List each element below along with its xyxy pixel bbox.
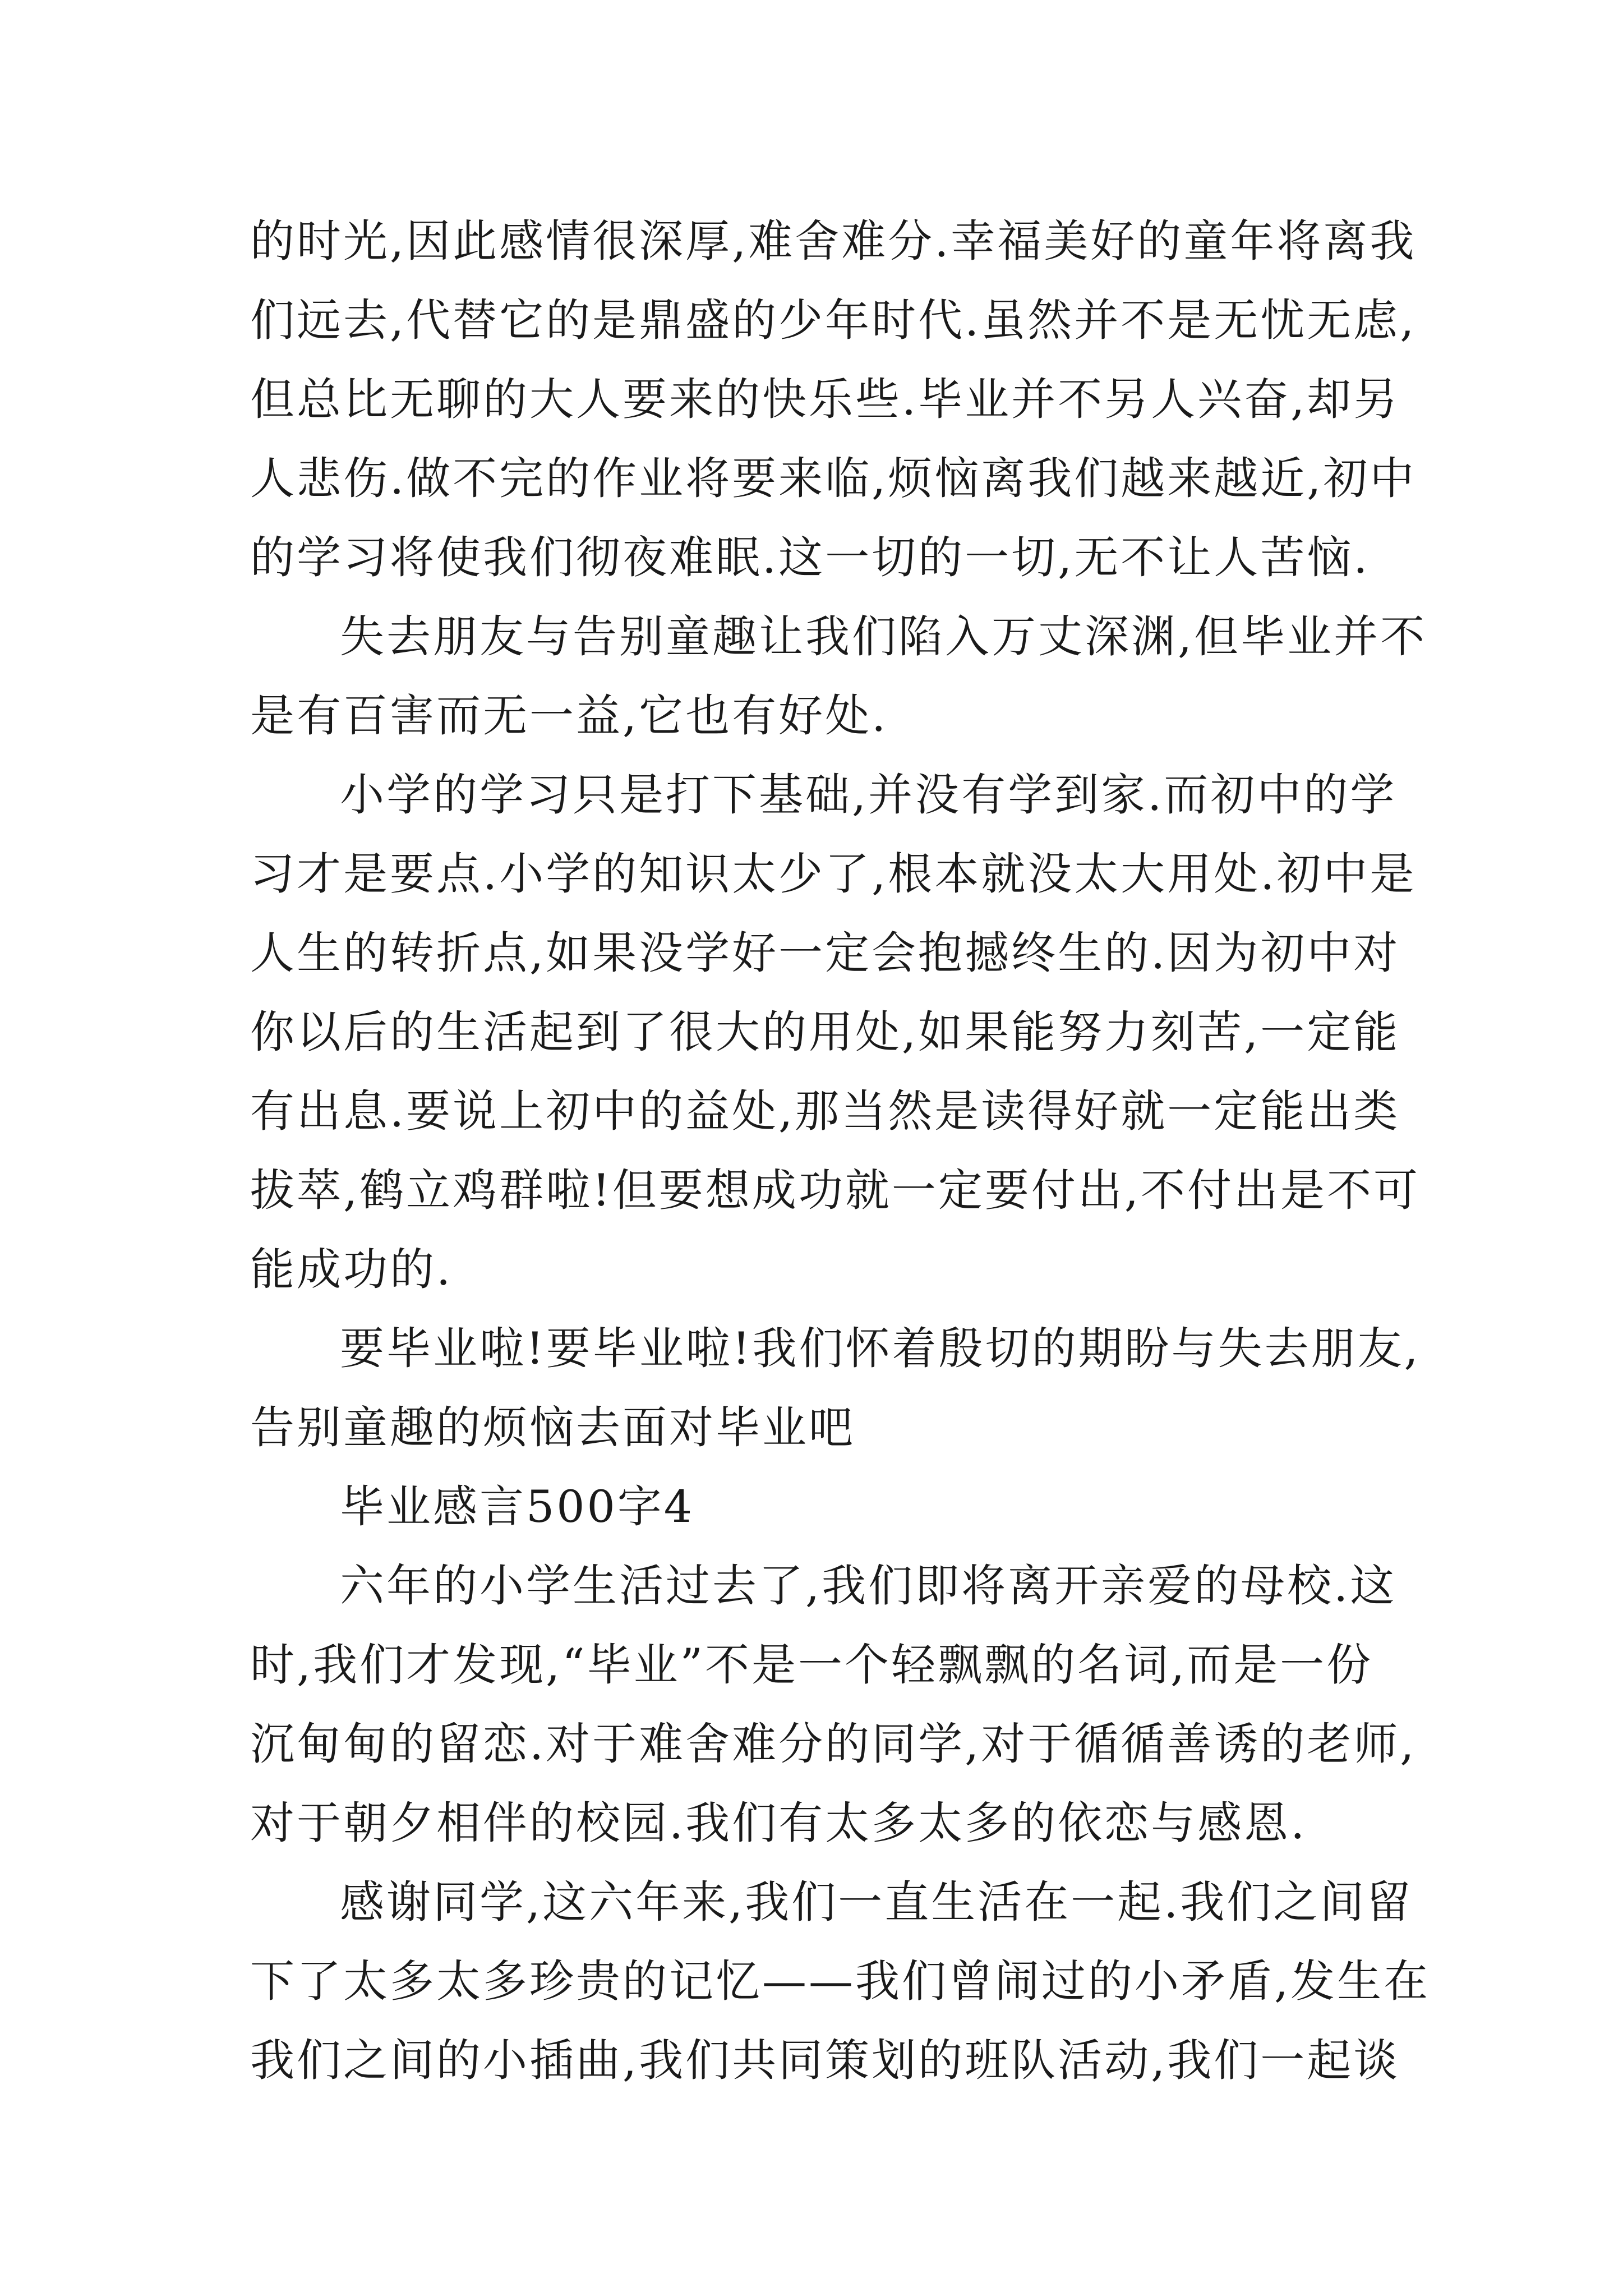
text-line: 时,我们才发现,“毕业”不是一个轻飘飘的名词,而是一份 [250, 1639, 1373, 1691]
text-line: 有出息.要说上初中的益处,那当然是读得好就一定能出类 [250, 1085, 1400, 1137]
text-line: 人悲伤.做不完的作业将要来临,烦恼离我们越来越近,初中 [250, 453, 1417, 504]
text-line: 们远去,代替它的是鼎盛的少年时代.虽然并不是无忧无虑, [250, 295, 1417, 346]
paragraph-start: 要毕业啦!要毕业啦!我们怀着殷切的期盼与失去朋友, [340, 1323, 1421, 1374]
paragraph-start: 六年的小学生活过去了,我们即将离开亲爱的母校.这 [340, 1560, 1397, 1612]
body-text [250, 202, 1431, 2100]
text-line: 的学习将使我们彻夜难眠.这一切的一切,无不让人苦恼. [250, 532, 1370, 583]
text-line: 沉甸甸的留恋.对于难舍难分的同学,对于循循善诱的老师, [250, 1718, 1417, 1770]
section-heading: 毕业感言500字4 [340, 1481, 695, 1533]
paragraph-start: 感谢同学,这六年来,我们一直生活在一起.我们之间留 [340, 1876, 1413, 1928]
text-line: 的时光,因此感情很深厚,难舍难分.幸福美好的童年将离我 [250, 215, 1417, 267]
text-line: 你以后的生活起到了很大的用处,如果能努力刻苦,一定能 [250, 1006, 1400, 1058]
text-line: 拔萃,鹤立鸡群啦!但要想成功就一定要付出,不付出是不可 [250, 1165, 1420, 1216]
paragraph-start: 失去朋友与告别童趣让我们陷入万丈深渊,但毕业并不 [340, 611, 1427, 662]
paragraph-start: 小学的学习只是打下基础,并没有学到家.而初中的学 [340, 769, 1397, 821]
text-line: 能成功的. [250, 1244, 453, 1295]
text-line: 我们之间的小插曲,我们共同策划的班队活动,我们一起谈 [250, 2035, 1400, 2086]
text-line: 但总比无聊的大人要来的快乐些.毕业并不另人兴奋,却另 [250, 374, 1400, 425]
text-line: 是有百害而无一益,它也有好处. [250, 690, 888, 742]
text-line: 下了太多太多珍贵的记忆——我们曾闹过的小矛盾,发生在 [250, 1955, 1431, 2007]
text-line: 人生的转折点,如果没学好一定会抱撼终生的.因为初中对 [250, 927, 1400, 979]
text-line: 习才是要点.小学的知识太少了,根本就没太大用处.初中是 [250, 848, 1417, 900]
text-line: 告别童趣的烦恼去面对毕业吧 [250, 1402, 855, 1453]
text-line: 对于朝夕相伴的校园.我们有太多太多的依恋与感恩. [250, 1797, 1307, 1849]
